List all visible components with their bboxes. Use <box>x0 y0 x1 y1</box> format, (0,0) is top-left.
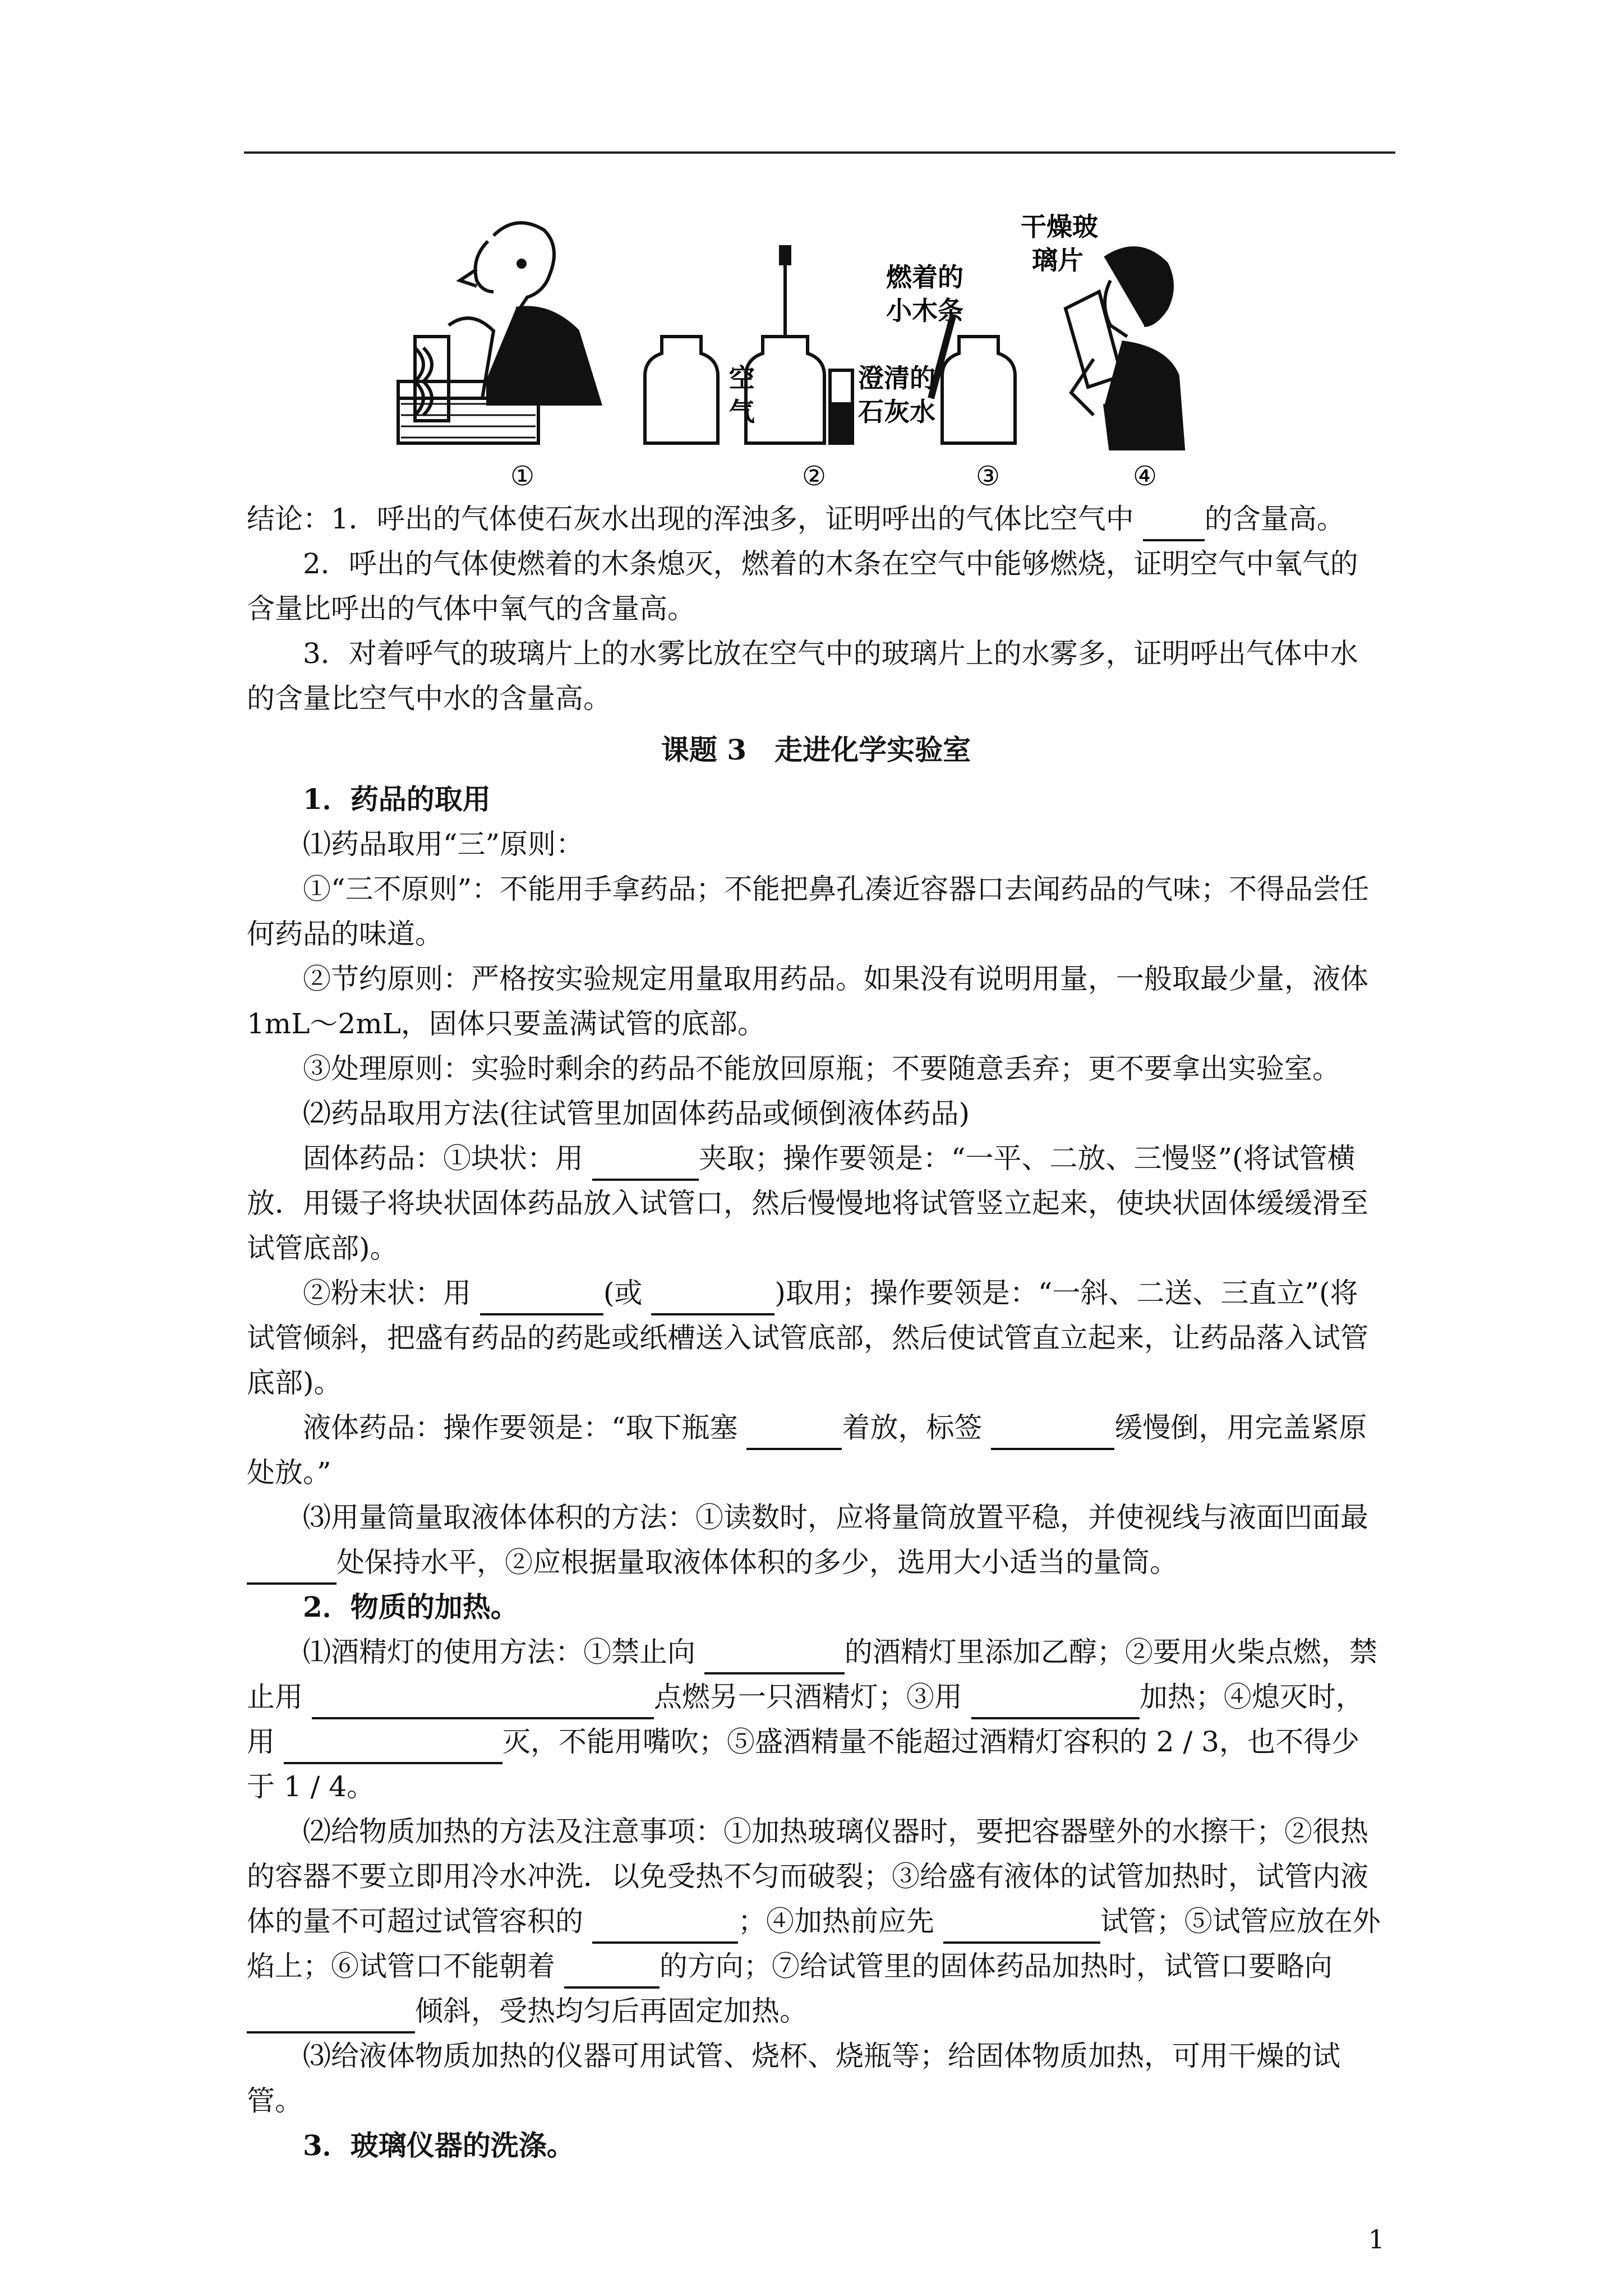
person-blowing-illustration <box>449 223 600 404</box>
figure-number-2: ② <box>802 461 827 492</box>
answer-blank[interactable] <box>704 1643 845 1674</box>
label-glass-1: 干燥玻 <box>1021 211 1098 242</box>
answer-blank[interactable] <box>991 1419 1114 1450</box>
header-rule <box>244 151 1395 154</box>
s2-heading: 2．物质的加热。 <box>303 1590 519 1623</box>
answer-blank[interactable] <box>971 1688 1140 1719</box>
answer-blank[interactable] <box>943 1912 1100 1944</box>
page-body <box>247 496 1385 2168</box>
s3-heading: 3．玻璃仪器的洗涤。 <box>303 2129 575 2162</box>
label-stick-1: 燃着的 <box>886 262 963 292</box>
s2-p1: ⑴酒精灯的使用方法：①禁止向 的酒精灯里添加乙醇；②要用火柴点燃，禁止用 点燃另一只酒精灯；③用 加热；④熄灭时，用 灭，不能用嘴吹；⑤盛酒精量不能超过酒精灯容积的 2 / 3，也不得少于 1 / 4。 <box>247 1636 1377 1803</box>
page-number: 1 <box>1368 2224 1385 2254</box>
label-glass-2: 璃片 <box>1032 245 1083 275</box>
burning-stick-bottle <box>931 314 1015 443</box>
answer-blank[interactable] <box>651 1284 774 1315</box>
s1-p1: ⑴药品取用“三”原则： <box>303 828 584 861</box>
s1-heading: 1．药品的取用 <box>303 783 491 816</box>
answer-blank[interactable] <box>284 1733 502 1764</box>
answer-blank[interactable] <box>312 1688 654 1719</box>
figure-number-4: ④ <box>1133 461 1158 492</box>
label-limewater-2: 石灰水 <box>858 397 935 427</box>
s1-p2: ①“三不原则”：不能用手拿药品；不能把鼻孔凑近容器口去闻药品的气味；不得品尝任何药品的味道。 <box>247 873 1370 950</box>
s1-p6: 固体药品：①块状：用 夹取；操作要领是：“一平、二放、三慢竖”(将试管横放．用镊子将块状固体药品放入试管口，然后慢慢地将试管竖立起来，使块状固体缓缓滑至试管底部)。 <box>247 1142 1368 1264</box>
experiment-figure <box>393 202 1245 494</box>
figure-number-1: ① <box>510 461 535 492</box>
answer-blank[interactable] <box>592 1149 699 1181</box>
answer-blank[interactable] <box>592 1912 738 1944</box>
answer-blank[interactable] <box>746 1419 842 1450</box>
section-title: 课题 3 走进化学实验室 <box>661 733 971 766</box>
label-limewater-1: 澄清的 <box>858 363 935 393</box>
s2-p3: ⑶给液体物质加热的仪器可用试管、烧杯、烧瓶等；给固体物质加热，可用干燥的试管。 <box>247 2040 1340 2117</box>
answer-blank[interactable] <box>247 2002 415 2033</box>
answer-blank[interactable] <box>564 1957 660 1989</box>
s1-p8: 液体药品：操作要领是：“取下瓶塞 着放，标签 缓慢倒，用完盖紧原处放。” <box>247 1411 1367 1489</box>
person-glass-illustration <box>1066 248 1183 449</box>
answer-blank[interactable] <box>1143 510 1205 541</box>
answer-blank[interactable] <box>480 1284 603 1315</box>
conclusion-3: 3．对着呼气的玻璃片上的水雾比放在空气中的玻璃片上的水雾多，证明呼出气体中水的含量比空气中水的含量高。 <box>247 637 1358 715</box>
s1-p5: ⑵药品取用方法(往试管里加固体药品或倾倒液体药品) <box>303 1097 970 1130</box>
s1-p7: ②粉末状：用 (或 )取用；操作要领是：“一斜、二送、三直立”(将试管倾斜，把盛有药品的药匙或纸槽送入试管底部，然后使试管直立起来，让药品落入试管底部)。 <box>247 1277 1368 1399</box>
s1-p4: ③处理原则：实验时剩余的药品不能放回原瓶；不要随意丢弃；更不要拿出实验室。 <box>303 1052 1340 1085</box>
air-bottle <box>645 337 718 443</box>
s1-p9: ⑶用量筒量取液体体积的方法：①读数时，应将量筒放置平稳，并使视线与液面凹面最 处保持水平，②应根据量取液体体积的多少，选用大小适当的量筒。 <box>247 1495 1385 1585</box>
label-air-1: 空 <box>729 363 755 393</box>
label-air-2: 气 <box>729 397 755 427</box>
figure-number-3: ③ <box>976 461 1000 492</box>
conclusion-2: 2．呼出的气体使燃着的木条熄灭，燃着的木条在空气中能够燃烧，证明空气中氧气的含量比呼出的气体中氧气的含量高。 <box>247 547 1358 625</box>
s2-p2: ⑵给物质加热的方法及注意事项：①加热玻璃仪器时，要把容器壁外的水擦干；②很热的容器不要立即用冷水冲洗．以免受热不匀而破裂；③给盛有液体的试管加热时，试管内液体的量不可超过试管容积的 ；④加热前应先 试管；⑤试管应放在外焰上；⑥试管口不能朝着 的方向；⑦给试管里的固体药品加热时，试管口要略向 倾斜，受热均匀后再固定加热。 <box>247 1809 1385 2033</box>
answer-blank[interactable] <box>247 1553 336 1585</box>
dropper-bottle <box>746 247 852 443</box>
label-stick-2: 小木条 <box>886 296 963 326</box>
conclusion-1: 结论：1．呼出的气体使石灰水出现的浑浊多，证明呼出的气体比空气中 的含量高。 <box>247 496 1385 541</box>
s1-p3: ②节约原则：严格按实验规定用量取用药品。如果没有说明用量，一般取最少量，液体1mL～2mL，固体只要盖满试管的底部。 <box>247 963 1368 1040</box>
